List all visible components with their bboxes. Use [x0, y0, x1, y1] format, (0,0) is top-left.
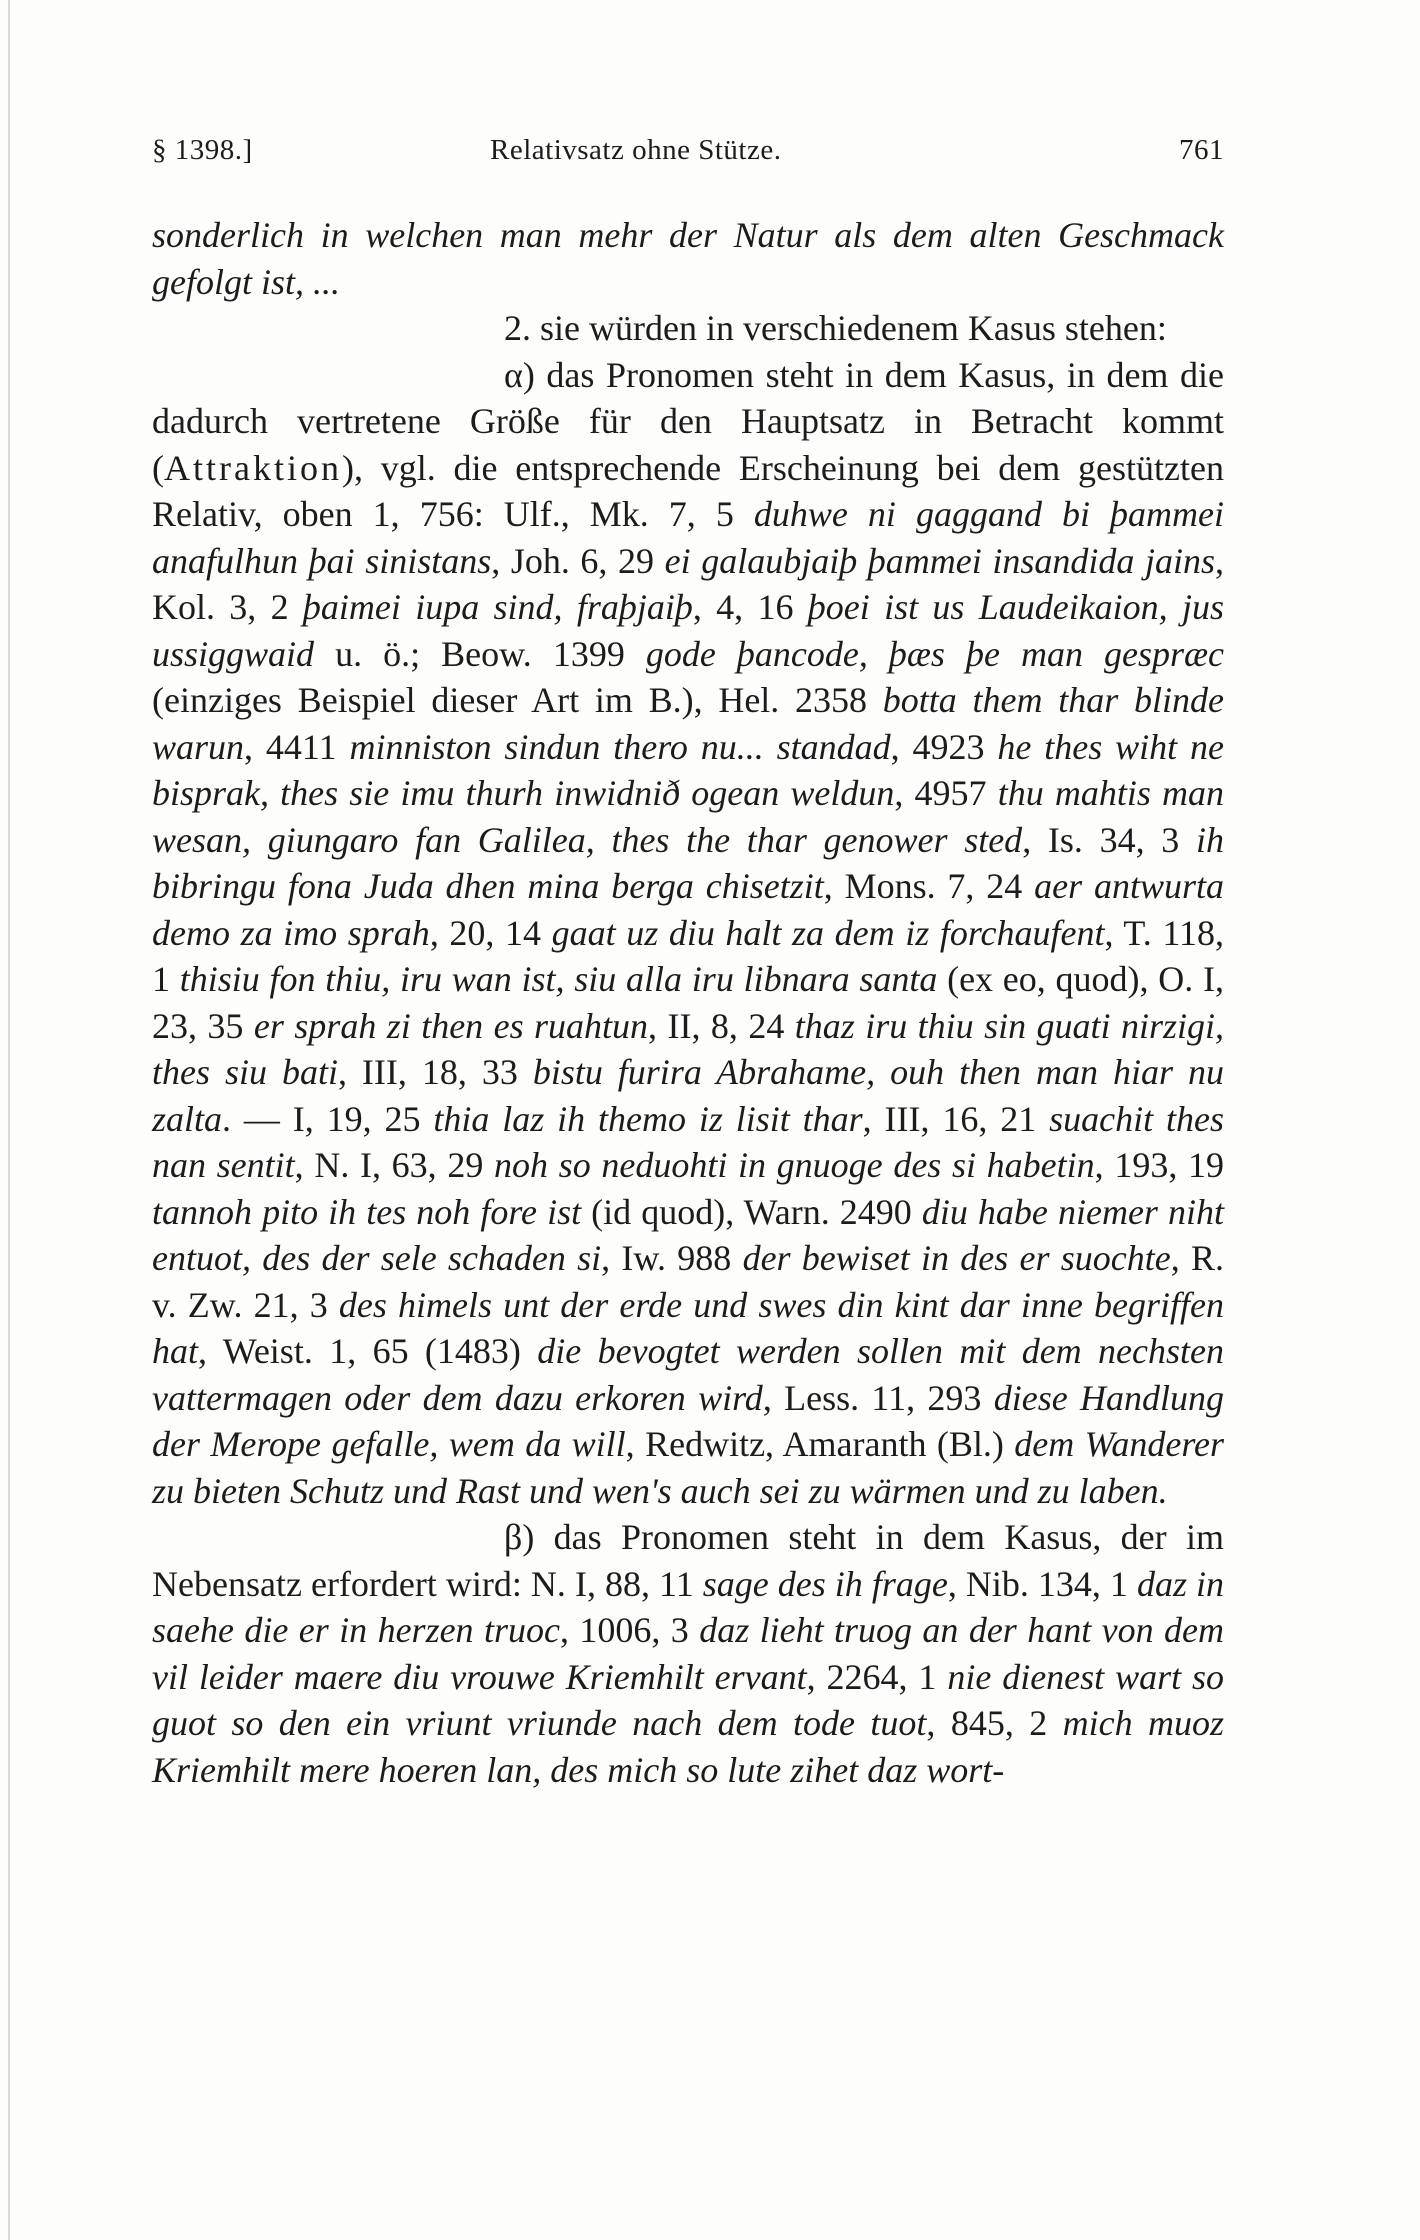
- italic-citation: botta them thar blinde warun: [152, 680, 1224, 767]
- italic-citation: duhwe ni gaggand bi þammei anafulhun þai sinistans: [152, 494, 1224, 581]
- italic-citation: diu habe niemer niht entuot, des der sele schaden si: [152, 1191, 1225, 1278]
- italic-citation: minniston sindun thero nu... standad: [349, 726, 891, 767]
- text-run: , 193, 19: [1094, 1145, 1224, 1185]
- italic-citation: þaimei iupa sind, fraþjaiþ: [302, 587, 693, 627]
- italic-citation: dem Wanderer zu bieten Schutz und Rast und wen's auch sei zu wärmen und zu laben.: [152, 1424, 1225, 1511]
- italic-citation: mich muoz Kriemhilt mere hoeren lan, des mich so lute zihet daz wort-: [152, 1703, 1224, 1790]
- italic-citation: tannoh pito ih tes noh fore ist: [152, 1191, 582, 1232]
- italic-citation: sage des ih frage: [702, 1563, 948, 1604]
- italic-citation: thisiu fon thiu, iru wan ist, siu alla iru libnara santa: [179, 959, 938, 999]
- text-run: , Iw. 988: [601, 1238, 743, 1278]
- text-run: , Joh. 6, 29: [491, 540, 665, 581]
- text-run: , N. I, 63, 29: [294, 1145, 495, 1185]
- italic-citation: gaat uz diu halt za dem iz forchaufent: [551, 912, 1105, 953]
- text-run: , 20, 14: [429, 912, 552, 953]
- italic-citation: sonderlich in welchen man mehr der Natur als dem alten Geschmack gefolgt ist, ...: [152, 215, 1224, 302]
- text-run: , Weist. 1, 65 (1483): [198, 1331, 538, 1371]
- text-run: , T. 118, 1: [152, 912, 1224, 999]
- paragraph-continuation: [152, 212, 1224, 305]
- text-run: (id quod), Warn. 2490: [581, 1191, 922, 1232]
- section-number: § 1398.]: [152, 134, 253, 166]
- page-edge-shadow: [8, 0, 10, 2240]
- italic-citation: er sprah zi then es ruahtun: [253, 1005, 649, 1046]
- page-number: 761: [1179, 134, 1224, 166]
- italic-citation: daz lieht truog an der hant von dem vil leider maere diu vrouwe Kriemhilt ervant: [152, 1610, 1225, 1697]
- text-run: , Nib. 134, 1: [947, 1563, 1137, 1604]
- italic-citation: bistu furira Abrahame, ouh then man hiar nu zalta: [152, 1052, 1224, 1139]
- text-run: , Mons. 7, 24: [823, 866, 1035, 906]
- text-run: u. ö.; Beow. 1399: [314, 633, 646, 674]
- text-run: , 4411: [244, 726, 350, 767]
- italic-citation: diese Handlung der Merope gefalle, wem da will: [152, 1377, 1225, 1464]
- text-run: , Is. 34, 3: [1022, 819, 1196, 860]
- italic-citation: ei galaubjaiþ þammei insandida jains: [664, 540, 1215, 581]
- italic-citation: thu mahtis man wesan, giungaro fan Galilea, thes the thar genower sted: [152, 773, 1224, 860]
- paragraph-case-2: [152, 305, 1224, 352]
- spaced-term: Attraktion: [164, 447, 342, 488]
- italic-citation: he thes wiht ne bisprak, thes sie imu thurh inwidnið ogean weldun: [152, 726, 1224, 813]
- paragraph-alpha-attraction: [152, 352, 1224, 1515]
- text-run: , R. v. Zw. 21, 3: [152, 1238, 1224, 1325]
- running-header: [152, 128, 1224, 172]
- text-run: β) das Pronomen steht in dem Kasus, der im Nebensatz erfordert wird: N. I, 88, 11: [152, 1517, 1224, 1604]
- italic-citation: der bewiset in des er suochte: [742, 1238, 1171, 1278]
- italic-citation: suachit thes nan sentit: [152, 1098, 1224, 1185]
- text-run: , III, 18, 33: [337, 1052, 533, 1092]
- text-run: , III, 16, 21: [862, 1098, 1050, 1139]
- body-text: [152, 212, 1224, 1793]
- text-run: , 4923: [890, 726, 998, 767]
- paragraph-beta: [152, 1514, 1224, 1793]
- italic-citation: thia laz ih themo iz lisit thar: [433, 1098, 863, 1139]
- text-run: (einziges Beispiel dieser Art im B.), Hel. 2358: [152, 680, 883, 720]
- text-run: , Kol. 3, 2: [152, 540, 1224, 627]
- italic-citation: nie dienest wart so guot so den ein vriunt vriunde nach dem tode tuot: [152, 1656, 1225, 1743]
- italic-citation: die bevogtet werden sollen mit dem nechsten vattermagen oder dem dazu erkoren wird: [152, 1331, 1225, 1418]
- running-title: Relativsatz ohne Stütze.: [490, 134, 782, 166]
- text-run: , 4, 16: [692, 587, 808, 627]
- text-run: , Redwitz, Amaranth (Bl.): [625, 1424, 1015, 1464]
- italic-citation: aer antwurta demo za imo sprah: [152, 866, 1225, 953]
- italic-citation: ih bibringu fona Juda dhen mina berga chisetzit: [152, 819, 1224, 906]
- italic-citation: gode þancode, þæs þe man gespræc: [645, 633, 1225, 674]
- text-run: , 845, 2: [926, 1703, 1063, 1743]
- text-run: , 2264, 1: [806, 1656, 948, 1697]
- italic-citation: noh so neduohti in gnuoge des si habetin: [494, 1145, 1095, 1185]
- text-run: . — I, 19, 25: [222, 1098, 434, 1139]
- text-run: , Less. 11, 293: [762, 1377, 994, 1418]
- text-run: , 4957: [894, 773, 998, 813]
- italic-citation: thaz iru thiu sin guati nirzigi, thes siu bati: [152, 1005, 1225, 1092]
- text-run: α) das Pronomen steht in dem Kasus, in dem die dadurch vertretene Größe für den Hauptsatz in Betracht kommt (: [152, 354, 1224, 488]
- italic-citation: daz in saehe die er in herzen truoc: [152, 1563, 1225, 1650]
- text-run: (ex eo, quod), O. I, 23, 35: [152, 959, 1224, 1046]
- italic-citation: des himels unt der erde und swes din kint dar inne begriffen hat: [152, 1284, 1225, 1371]
- text-run: ), vgl. die entsprechende Erscheinung bei dem gestützten Relativ, oben 1, 756: Ulf., Mk. 7, 5: [152, 447, 1224, 534]
- text-run: 2. sie würden in verschiedenem Kasus stehen:: [504, 308, 1167, 348]
- text-run: , II, 8, 24: [648, 1005, 795, 1046]
- text-run: , 1006, 3: [559, 1610, 700, 1650]
- italic-citation: þoei ist us Laudeikaion, jus ussiggwaid: [152, 587, 1225, 674]
